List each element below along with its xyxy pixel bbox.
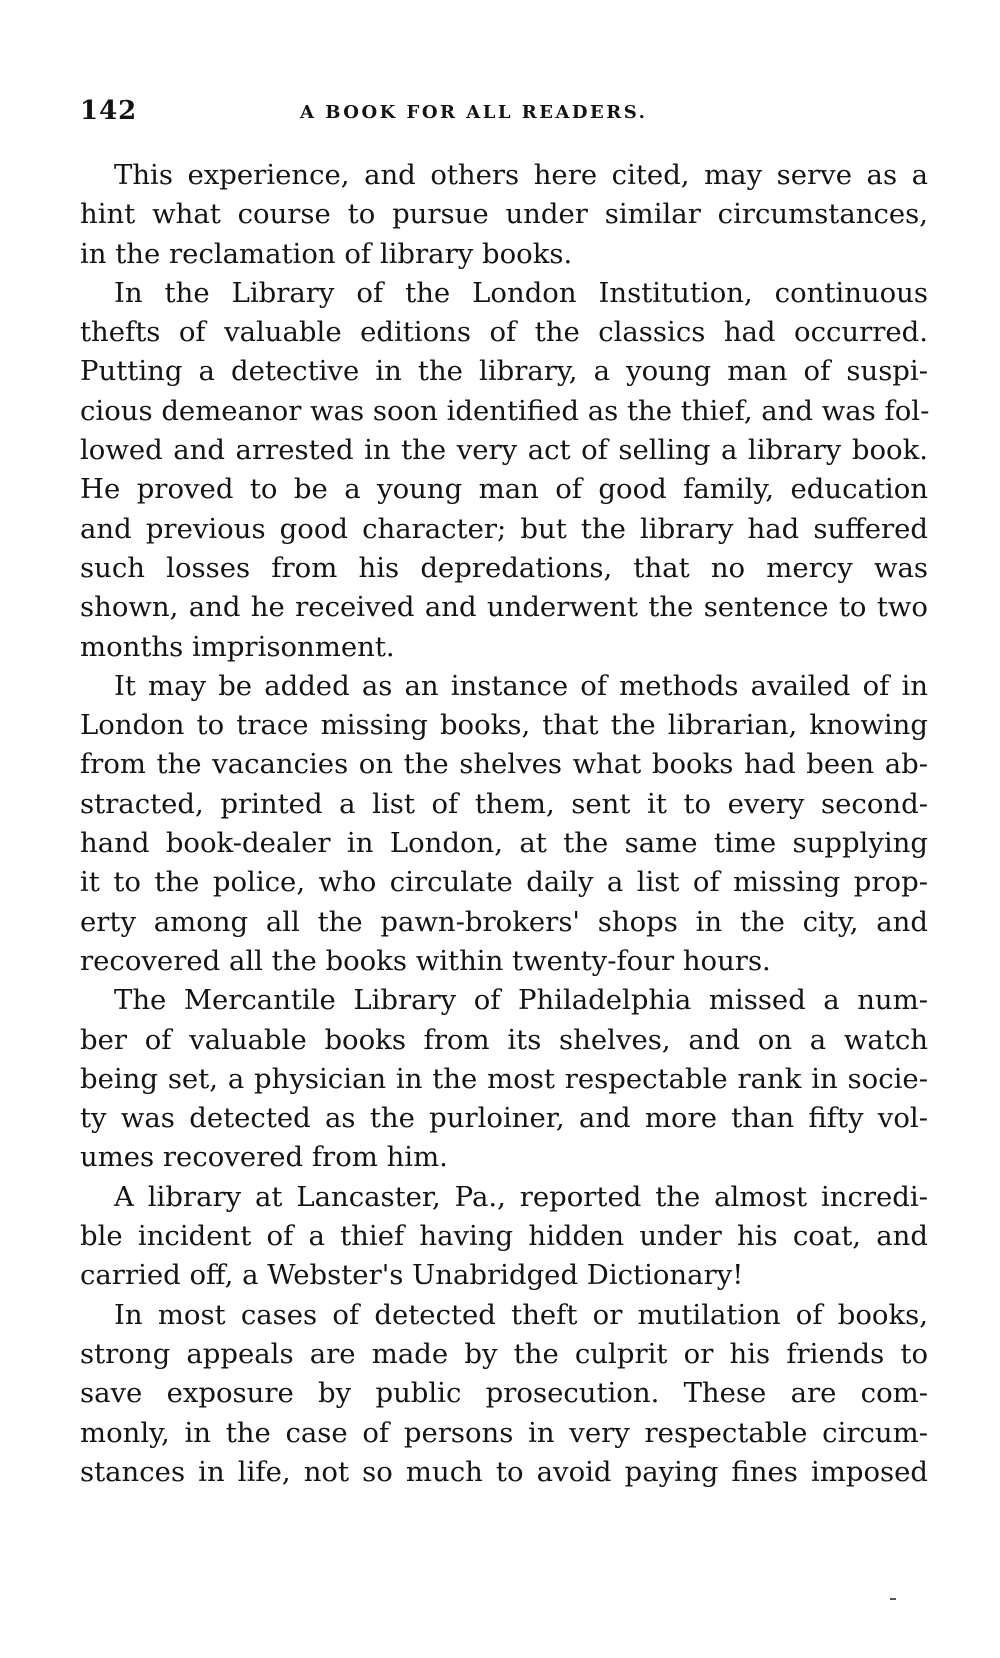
body-text — [80, 156, 928, 1492]
text-line: monly, in the case of persons in very respectable circum- — [80, 1416, 928, 1449]
text-line: recovered all the books within twenty-four hours. — [80, 944, 771, 977]
text-line: ble incident of a thief having hidden under his coat, and — [80, 1220, 928, 1253]
paragraph — [80, 667, 928, 981]
text-line: in the reclamation of library books. — [80, 237, 573, 270]
text-line: hint what course to pursue under similar circumstances, — [80, 198, 928, 231]
text-line: London to trace missing books, that the librarian, knowing — [80, 709, 928, 742]
text-line: such losses from his depredations, that no mercy was — [80, 551, 928, 584]
text-line: hand book-dealer in London, at the same time supplying — [80, 827, 928, 860]
text-line: lowed and arrested in the very act of selling a library book. — [80, 434, 928, 467]
text-line: shown, and he received and underwent the sentence to two — [80, 591, 928, 624]
paragraph — [80, 274, 928, 667]
text-line: strong appeals are made by the culprit or his friends to — [80, 1337, 928, 1370]
text-line: and previous good character; but the library had suffered — [80, 512, 928, 545]
text-line: It may be added as an instance of methods availed of in — [114, 669, 928, 702]
text-line: save exposure by public prosecution. These are com- — [80, 1377, 928, 1410]
text-line: A library at Lancaster, Pa., reported the almost incredi- — [114, 1180, 928, 1213]
text-line: In most cases of detected theft or mutilation of books, — [114, 1298, 928, 1331]
text-line: months imprisonment. — [80, 630, 395, 663]
paragraph — [80, 981, 928, 1177]
print-speck — [890, 1598, 896, 1600]
paragraph — [80, 1296, 928, 1492]
text-line: He proved to be a young man of good family, education — [80, 473, 928, 506]
text-line: it to the police, who circulate daily a list of missing prop- — [80, 866, 928, 899]
text-line: being set, a physician in the most respectable rank in socie- — [80, 1062, 928, 1095]
text-line: umes recovered from him. — [80, 1141, 448, 1174]
text-line: carried off, a Webster's Unabridged Dictionary! — [80, 1259, 744, 1292]
text-line: Putting a detective in the library, a young man of suspi- — [80, 355, 928, 388]
text-line: This experience, and others here cited, may serve as a — [114, 159, 928, 191]
running-title: A BOOK FOR ALL READERS. — [300, 102, 648, 123]
text-line: The Mercantile Library of Philadelphia missed a num- — [114, 984, 928, 1017]
text-line: cious demeanor was soon identified as the thief, and was fol- — [80, 394, 930, 427]
page-number: 142 — [80, 96, 138, 126]
text-line: ty was detected as the purloiner, and more than fifty vol- — [80, 1102, 928, 1135]
text-line: In the Library of the London Institution, continuous — [114, 276, 928, 309]
text-line: stances in life, not so much to avoid paying fines imposed — [80, 1455, 928, 1488]
page-header — [80, 96, 928, 136]
text-line: stracted, printed a list of them, sent it to every second- — [80, 787, 928, 820]
text-line: thefts of valuable editions of the classics had occurred. — [80, 316, 928, 349]
text-line: from the vacancies on the shelves what books had been ab- — [80, 748, 928, 781]
paragraph — [80, 1178, 928, 1296]
paragraph — [80, 156, 928, 274]
text-line: ber of valuable books from its shelves, and on a watch — [80, 1023, 928, 1056]
text-line: erty among all the pawn-brokers' shops in the city, and — [80, 905, 928, 938]
